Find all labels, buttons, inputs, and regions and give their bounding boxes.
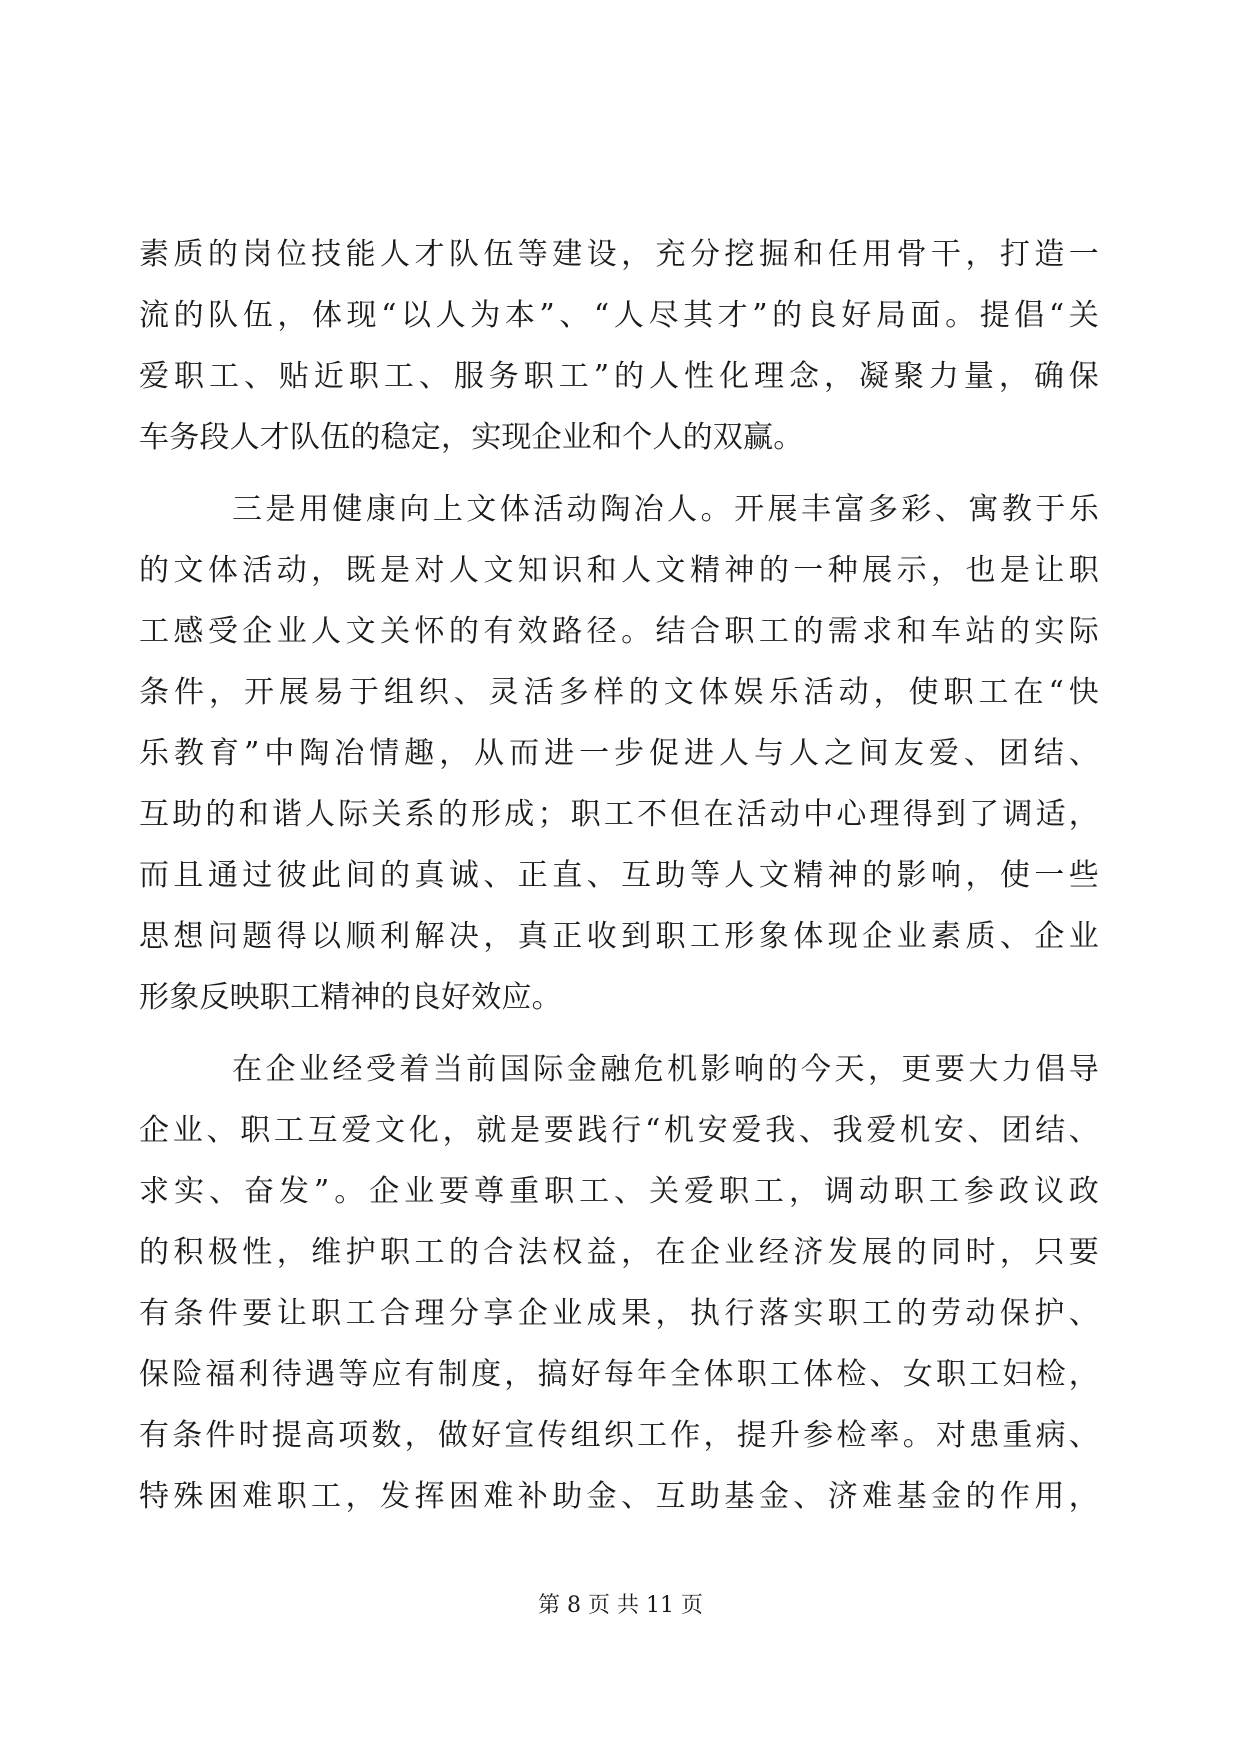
text-line: 流的队伍，体现“以人为本”、“人尽其才”的良好局面。提倡“关	[139, 298, 1099, 333]
document-body	[139, 224, 1099, 1527]
text-line: 形象反映职工精神的良好效应。	[139, 980, 562, 1015]
text-line: 思想问题得以顺利解决，真正收到职工形象体现企业素质、企业	[139, 919, 1099, 954]
paragraph-1	[139, 224, 1099, 468]
text-line: 求实、奋发”。企业要尊重职工、关爱职工，调动职工参政议政	[139, 1174, 1099, 1209]
text-line: 工感受企业人文关怀的有效路径。结合职工的需求和车站的实际	[139, 614, 1099, 649]
text-line: 车务段人才队伍的稳定，实现企业和个人的双赢。	[139, 420, 804, 455]
paragraph-spacer	[139, 468, 1099, 479]
text-line: 条件，开展易于组织、灵活多样的文体娱乐活动，使职工在“快	[139, 675, 1099, 710]
page-number-footer: 第 8 页 共 11 页	[538, 1593, 703, 1618]
text-line: 有条件时提高项数，做好宣传组织工作，提升参检率。对患重病、	[139, 1418, 1099, 1453]
paragraph-3	[139, 1039, 1099, 1527]
text-line: 有条件要让职工合理分享企业成果，执行落实职工的劳动保护、	[139, 1296, 1099, 1331]
text-line: 特殊困难职工，发挥困难补助金、互助基金、济难基金的作用，	[139, 1479, 1099, 1514]
text-line: 三是用健康向上文体活动陶冶人。开展丰富多彩、寓教于乐	[232, 492, 1099, 527]
text-line: 乐教育”中陶冶情趣，从而进一步促进人与人之间友爱、团结、	[139, 736, 1099, 771]
text-line: 保险福利待遇等应有制度，搞好每年全体职工体检、女职工妇检，	[139, 1357, 1099, 1392]
text-line: 互助的和谐人际关系的形成；职工不但在活动中心理得到了调适，	[139, 797, 1099, 832]
paragraph-spacer	[139, 1028, 1099, 1039]
text-line: 的文体活动，既是对人文知识和人文精神的一种展示，也是让职	[139, 553, 1099, 588]
paragraph-2	[139, 479, 1099, 1028]
text-line: 的积极性，维护职工的合法权益，在企业经济发展的同时，只要	[139, 1235, 1099, 1270]
text-line: 企业、职工互爱文化，就是要践行“机安爱我、我爱机安、团结、	[139, 1113, 1099, 1148]
text-line: 素质的岗位技能人才队伍等建设，充分挖掘和任用骨干，打造一	[139, 237, 1099, 272]
text-line: 爱职工、贴近职工、服务职工”的人性化理念，凝聚力量，确保	[139, 359, 1099, 394]
text-line: 而且通过彼此间的真诚、正直、互助等人文精神的影响，使一些	[139, 858, 1099, 893]
text-line: 在企业经受着当前国际金融危机影响的今天，更要大力倡导	[232, 1052, 1099, 1087]
